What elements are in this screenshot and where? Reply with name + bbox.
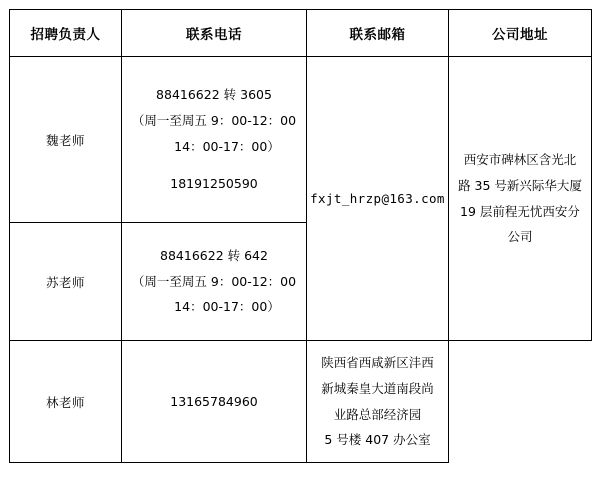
- table-row: [10, 341, 592, 463]
- column-header-address: 公司地址: [449, 10, 592, 57]
- table-row: [10, 57, 592, 223]
- contact-table-sheet: [0, 9, 600, 490]
- phone-line-mobile: 18191250590: [170, 176, 258, 192]
- company-address-bottom: [307, 341, 449, 463]
- phone-line-hours-2: 14：00-17：00）: [174, 138, 280, 154]
- table-header: [10, 10, 592, 57]
- recruiter-name: 魏老师: [10, 57, 122, 223]
- recruiter-phone: [122, 223, 307, 341]
- contact-table: [9, 9, 592, 463]
- address-line: 5 号楼 407 办公室: [324, 432, 431, 448]
- table-header-row: [10, 10, 592, 57]
- address-line: 西安市碑林区含光北: [463, 152, 577, 168]
- recruiter-phone: [122, 57, 307, 223]
- recruiter-name: 林老师: [10, 341, 122, 463]
- column-header-email: 联系邮箱: [307, 10, 449, 57]
- address-line: 新城秦皇大道南段尚: [321, 380, 434, 396]
- address-line: 19 层前程无忧西安分: [460, 203, 580, 219]
- address-line: 公司: [507, 229, 533, 245]
- column-header-phone: 联系电话: [122, 10, 307, 57]
- phone-line-hours-1: （周一至周五 9：00-12：00: [131, 112, 297, 128]
- company-address-top: [449, 57, 592, 341]
- phone-line-main: 88416622 转 642: [160, 248, 268, 264]
- phone-line-hours-2: 14：00-17：00）: [174, 299, 280, 315]
- contact-email: fxjt_hrzp@163.com: [307, 57, 449, 341]
- recruiter-phone: [122, 341, 307, 463]
- phone-line-mobile: 13165784960: [170, 393, 258, 409]
- table-body: [10, 57, 592, 463]
- address-line: 业路总部经济园: [333, 406, 422, 422]
- address-line: 路 35 号新兴际华大厦: [458, 177, 582, 193]
- address-line: 陕西省西咸新区沣西: [321, 355, 434, 371]
- recruiter-name: 苏老师: [10, 223, 122, 341]
- phone-line-main: 88416622 转 3605: [156, 87, 272, 103]
- column-header-recruiter: 招聘负责人: [10, 10, 122, 57]
- phone-line-hours-1: （周一至周五 9：00-12：00: [131, 273, 297, 289]
- phone-spacer: [122, 159, 306, 171]
